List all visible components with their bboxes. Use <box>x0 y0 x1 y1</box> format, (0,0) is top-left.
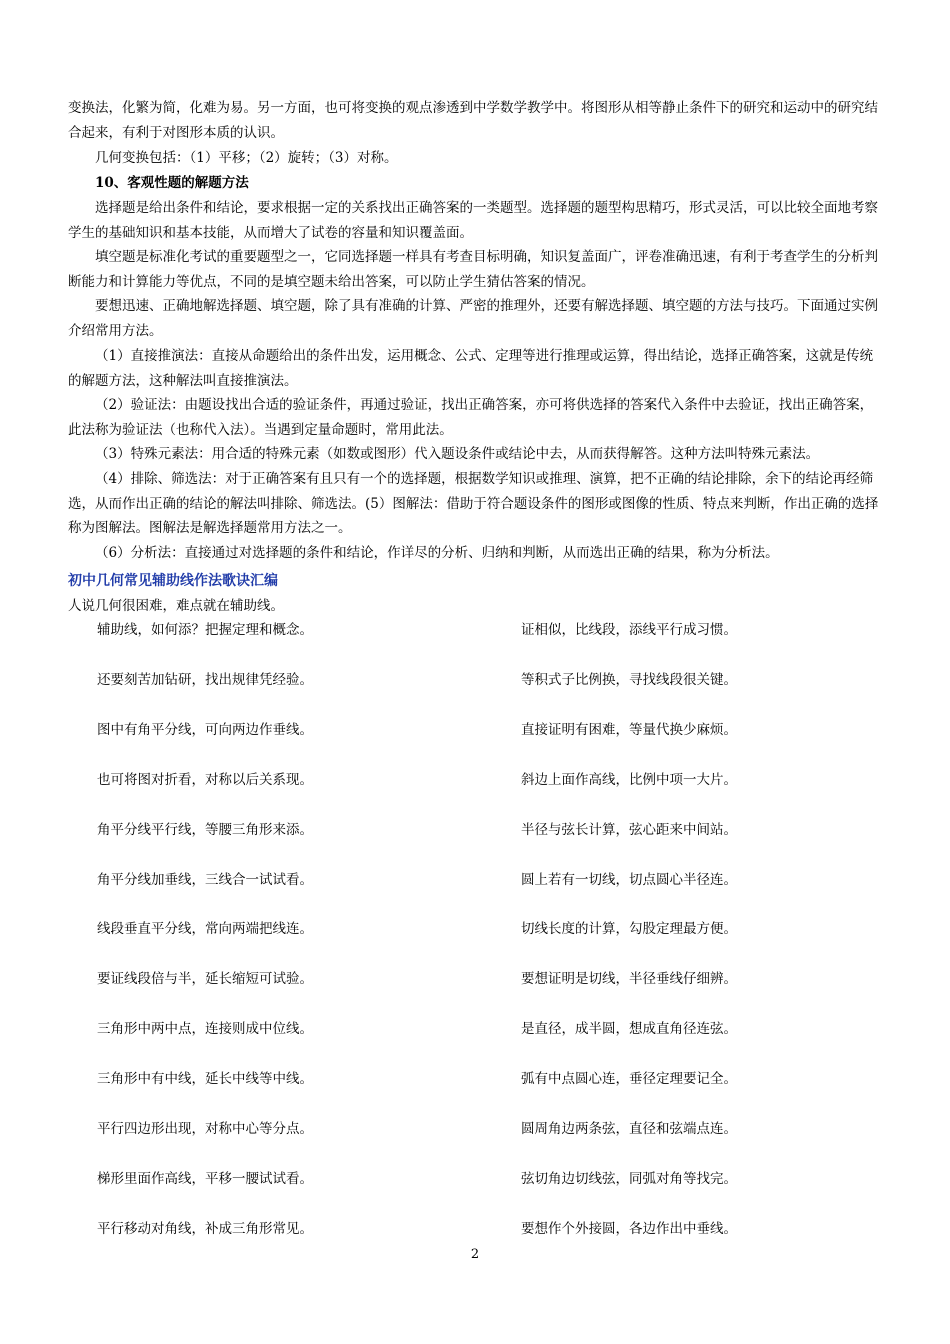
verse-line: 梯形里面作高线，平移一腰试试看。 <box>97 1171 313 1187</box>
verse-line: 图中有角平分线，可向两边作垂线。 <box>97 722 313 738</box>
verse-line: 圆周角边两条弦，直径和弦端点连。 <box>521 1121 737 1137</box>
verse-line: 切线长度的计算，勾股定理最方便。 <box>521 921 737 937</box>
verse-line: 辅助线，如何添？把握定理和概念。 <box>97 622 313 638</box>
paragraph-fill-in-blank: 填空题是标准化考试的重要题型之一，它同选择题一样具有考查目标明确，知识复盖面广，评卷准确迅速，有利于考查学生的分析判断能力和计算能力等优点，不同的是填空题未给出答案，可以防止学生猜估答案的情况。 <box>68 249 878 290</box>
verse-line: 直接证明有困难，等量代换少麻烦。 <box>521 722 737 738</box>
paragraph-methods-intro: 要想迅速、正确地解选择题、填空题，除了具有准确的计算、严密的推理外，还要有解选择题、填空题的方法与技巧。下面通过实例介绍常用方法。 <box>68 298 878 339</box>
paragraph-geometric-transforms: 几何变换包括：（1）平移；（2）旋转；（3）对称。 <box>95 150 398 166</box>
verse-line: 要想证明是切线，半径垂线仔细辨。 <box>521 971 737 987</box>
verse-line: 三角形中有中线，延长中线等中线。 <box>97 1071 313 1087</box>
verse-line: 圆上若有一切线，切点圆心半径连。 <box>521 872 737 888</box>
paragraph-direct-deduction: （1）直接推演法：直接从命题给出的条件出发，运用概念、公式、定理等进行推理或运算，得出结论，选择正确答案，这就是传统的解题方法，这种解法叫直接推演法。 <box>68 348 874 389</box>
verse-line: 也可将图对折看，对称以后关系现。 <box>97 772 313 788</box>
verse-line: 还要刻苦加钻研，找出规律凭经验。 <box>97 672 313 688</box>
paragraph-intro-verse: 人说几何很困难，难点就在辅助线。 <box>68 598 284 614</box>
paragraph-elimination-graphic: （4）排除、筛选法：对于正确答案有且只有一个的选择题，根据数学知识或推理、演算，把不正确的结论排除，余下的结论再经筛选，从而作出正确的结论的解法叫排除、筛选法。(5）图解法：借助于符合题设条件的图形或图像的性质、特点来判断，作出正确的选择称为图解法。图解法是解选择题常用方法之一。 <box>68 471 879 536</box>
verse-line: 弦切角边切线弦，同弧对角等找完。 <box>521 1171 737 1187</box>
section-heading-objective-questions: 10、客观性题的解题方法 <box>95 175 249 191</box>
verse-line: 是直径，成半圆，想成直角径连弦。 <box>521 1021 737 1037</box>
section-heading-auxiliary-lines: 初中几何常见辅助线作法歌诀汇编 <box>68 573 278 589</box>
paragraph-special-element: （3）特殊元素法：用合适的特殊元素（如数或图形）代入题设条件或结论中去，从而获得解答。这种方法叫特殊元素法。 <box>95 446 820 462</box>
verse-line: 角平分线平行线，等腰三角形来添。 <box>97 822 313 838</box>
verse-line: 线段垂直平分线，常向两端把线连。 <box>97 921 313 937</box>
verse-line: 证相似，比线段，添线平行成习惯。 <box>521 622 737 638</box>
paragraph-analysis: （6）分析法：直接通过对选择题的条件和结论，作详尽的分析、归纳和判断，从而选出正确的结果，称为分析法。 <box>95 545 779 561</box>
paragraph-verification: （2）验证法：由题设找出合适的验证条件，再通过验证，找出正确答案，亦可将供选择的答案代入条件中去验证，找出正确答案，此法称为验证法（也称代入法）。当遇到定量命题时，常用此法。 <box>68 397 874 438</box>
verse-line: 平行四边形出现，对称中心等分点。 <box>97 1121 313 1137</box>
verse-line: 三角形中两中点，连接则成中位线。 <box>97 1021 313 1037</box>
verse-line: 弧有中点圆心连，垂径定理要记全。 <box>521 1071 737 1087</box>
verse-line: 要证线段倍与半，延长缩短可试验。 <box>97 971 313 987</box>
paragraph-transform-method: 变换法，化繁为简，化难为易。另一方面，也可将变换的观点渗透到中学数学教学中。将图形从相等静止条件下的研究和运动中的研究结合起来，有利于对图形本质的认识。 <box>68 100 878 141</box>
page-number: 2 <box>470 1247 480 1262</box>
verse-line: 斜边上面作高线，比例中项一大片。 <box>521 772 737 788</box>
verse-line: 要想作个外接圆，各边作出中垂线。 <box>521 1221 737 1237</box>
verse-line: 等积式子比例换，寻找线段很关键。 <box>521 672 737 688</box>
paragraph-multiple-choice: 选择题是给出条件和结论，要求根据一定的关系找出正确答案的一类题型。选择题的题型构思精巧，形式灵活，可以比较全面地考察学生的基础知识和基本技能，从而增大了试卷的容量和知识覆盖面。 <box>68 200 878 241</box>
verse-line: 角平分线加垂线，三线合一试试看。 <box>97 872 313 888</box>
verse-line: 平行移动对角线，补成三角形常见。 <box>97 1221 313 1237</box>
verse-line: 半径与弦长计算，弦心距来中间站。 <box>521 822 737 838</box>
